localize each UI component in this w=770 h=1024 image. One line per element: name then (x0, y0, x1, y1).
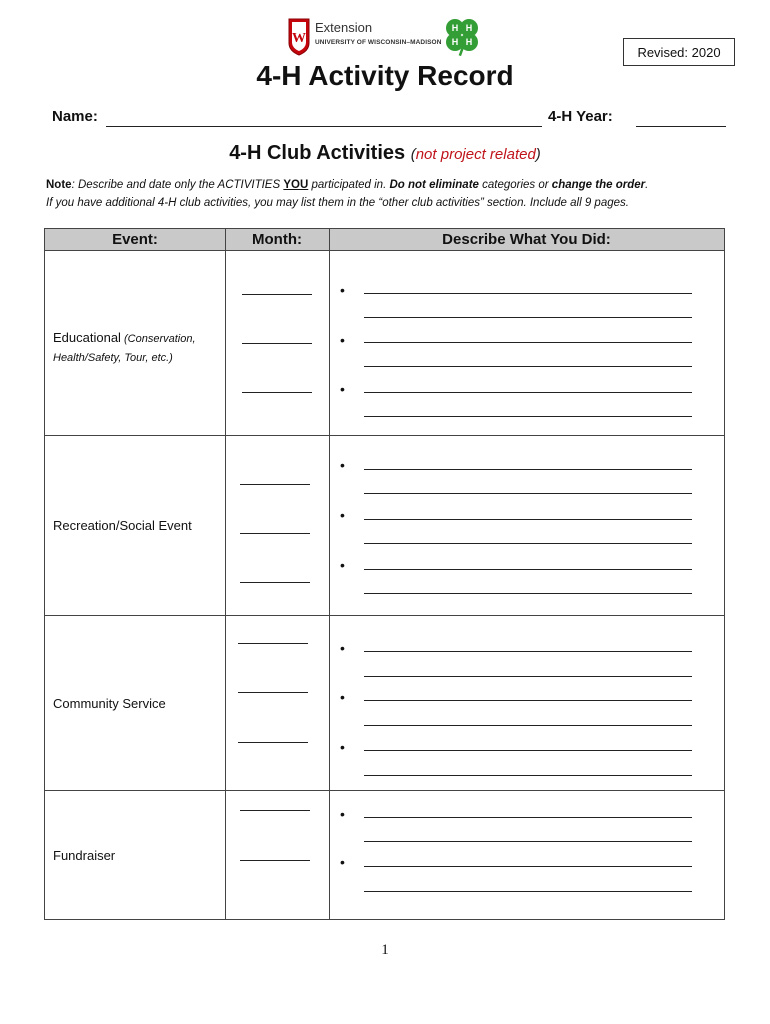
section-title-note-text: not project related (415, 146, 536, 163)
column-divider (225, 229, 226, 919)
bullet: • (340, 739, 345, 755)
description-field[interactable] (364, 651, 692, 652)
note-you: YOU (283, 179, 309, 191)
note-text-e: . (645, 179, 649, 191)
description-field[interactable] (364, 775, 692, 776)
description-field[interactable] (364, 293, 692, 294)
bullet: • (340, 640, 345, 656)
note-label: Note (46, 179, 72, 191)
section-title-text: 4-H Club Activities (229, 142, 406, 164)
month-field[interactable] (240, 484, 310, 485)
name-label: Name: (52, 108, 98, 125)
note-change-order: change the order (551, 179, 646, 191)
month-field[interactable] (242, 294, 312, 295)
note-line-2: If you have additional 4-H club activities, you may list them in the “other club activities” section. Include all 9 pages. (46, 197, 629, 209)
bullet: • (340, 507, 345, 523)
bullet: • (340, 282, 345, 298)
4h-clover-icon (444, 17, 480, 57)
row-divider (45, 790, 724, 791)
event-educational (53, 329, 196, 367)
description-field[interactable] (364, 817, 692, 818)
description-field[interactable] (364, 841, 692, 842)
description-field[interactable] (364, 416, 692, 417)
svg-text:W: W (292, 31, 306, 46)
month-field[interactable] (242, 343, 312, 344)
svg-text:H: H (465, 37, 473, 47)
bullet: • (340, 689, 345, 705)
bullet: • (340, 332, 345, 348)
svg-text:H: H (451, 37, 459, 47)
extension-word: Extension (315, 20, 373, 35)
page-number: 1 (381, 942, 389, 958)
event-sub: (Conservation, (120, 333, 196, 345)
event-sub: Health/Safety, Tour, etc.) (53, 352, 173, 364)
bullet: • (340, 854, 345, 870)
bullet: • (340, 557, 345, 573)
header-month: Month: (225, 229, 329, 251)
section-title (0, 142, 770, 165)
column-divider (329, 229, 330, 919)
row-divider (45, 615, 724, 616)
row-divider (45, 435, 724, 436)
month-field[interactable] (240, 810, 310, 811)
bullet: • (340, 457, 345, 473)
activity-table (44, 228, 725, 920)
event-recreation: Recreation/Social Event (53, 518, 192, 533)
svg-text:H: H (451, 23, 459, 33)
section-title-note (411, 146, 541, 163)
month-field[interactable] (238, 742, 308, 743)
header-event: Event: (45, 229, 225, 251)
month-field[interactable] (238, 643, 308, 644)
event-label: Educational (53, 330, 121, 345)
description-field[interactable] (364, 725, 692, 726)
description-field[interactable] (364, 891, 692, 892)
description-field[interactable] (364, 866, 692, 867)
month-field[interactable] (240, 582, 310, 583)
note-text-a: : Describe and date only the ACTIVITIES (71, 179, 284, 191)
month-field[interactable] (242, 392, 312, 393)
svg-text:H: H (465, 23, 473, 33)
event-fundraiser: Fundraiser (53, 848, 116, 863)
header-describe: Describe What You Did: (329, 229, 724, 251)
description-field[interactable] (364, 392, 692, 393)
bullet: • (340, 806, 345, 822)
description-field[interactable] (364, 676, 692, 677)
paren-close: ) (535, 146, 541, 163)
name-field[interactable] (106, 126, 542, 127)
description-field[interactable] (364, 593, 692, 594)
description-field[interactable] (364, 469, 692, 470)
page-title: 4-H Activity Record (256, 60, 514, 91)
description-field[interactable] (364, 543, 692, 544)
description-field[interactable] (364, 519, 692, 520)
revised-badge: Revised: 2020 (623, 38, 735, 66)
description-field[interactable] (364, 317, 692, 318)
description-field[interactable] (364, 493, 692, 494)
month-field[interactable] (238, 692, 308, 693)
description-field[interactable] (364, 700, 692, 701)
description-field[interactable] (364, 750, 692, 751)
year-field[interactable] (636, 126, 726, 127)
paren-open: ( (410, 146, 416, 163)
university-line: UNIVERSITY OF WISCONSIN–MADISON (315, 39, 442, 46)
year-label: 4-H Year: (548, 108, 613, 125)
description-field[interactable] (364, 342, 692, 343)
note-line-1 (46, 179, 648, 191)
event-community-service: Community Service (53, 696, 166, 711)
extension-logo (287, 17, 442, 59)
description-field[interactable] (364, 569, 692, 570)
month-field[interactable] (240, 860, 310, 861)
note-text-c: participated in. (308, 179, 390, 191)
month-field[interactable] (240, 533, 310, 534)
uw-crest-icon (287, 17, 311, 57)
bullet: • (340, 381, 345, 397)
note-text-d: categories or (478, 179, 552, 191)
description-field[interactable] (364, 366, 692, 367)
note-do-not-eliminate: Do not eliminate (389, 179, 479, 191)
